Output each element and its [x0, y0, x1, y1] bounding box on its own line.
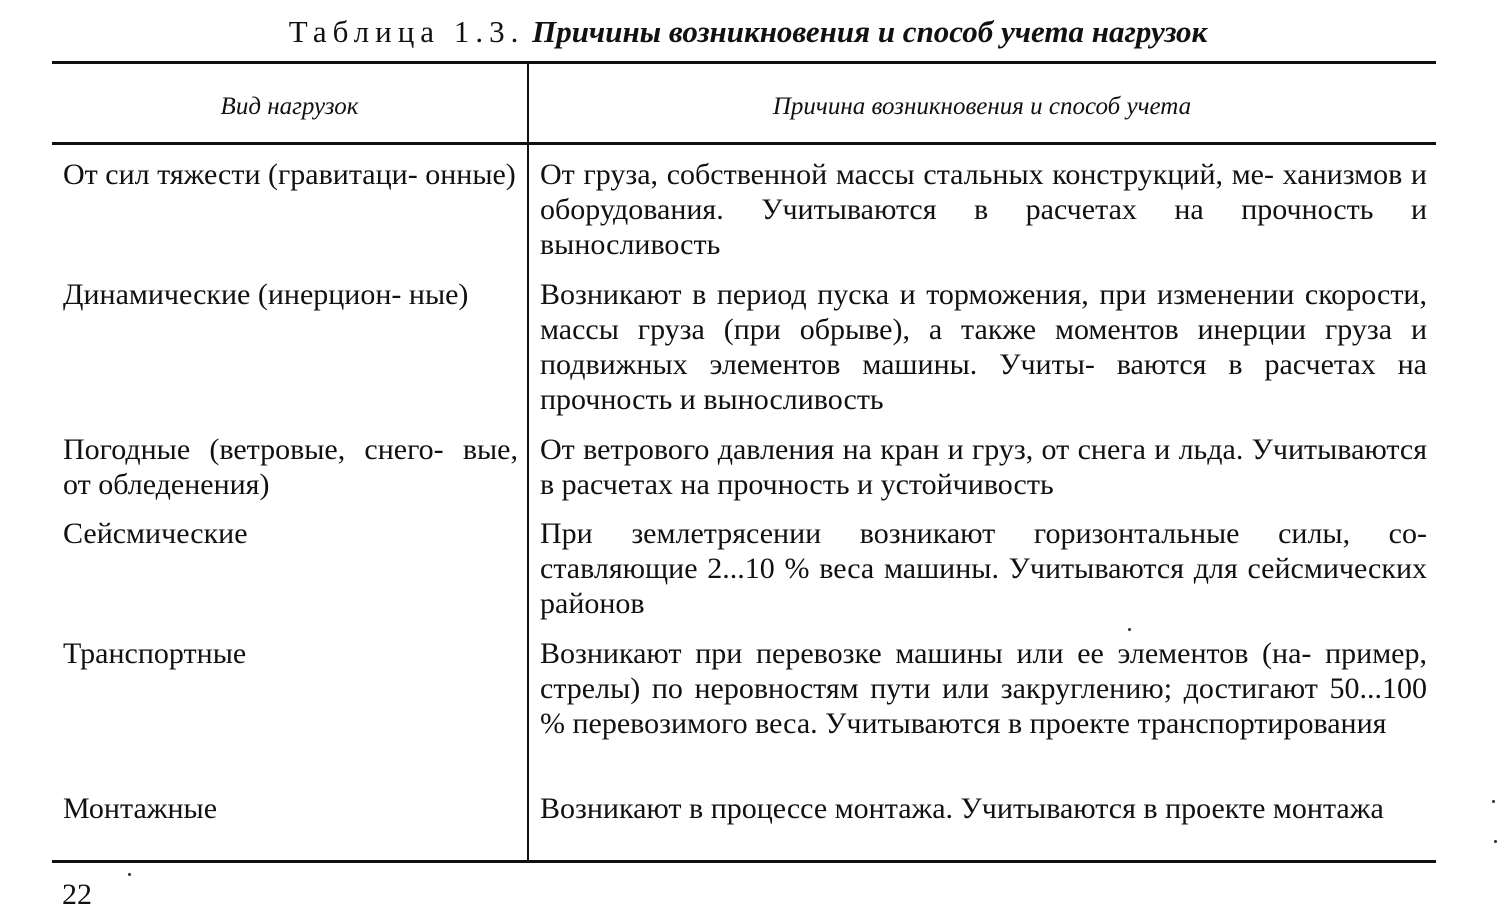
column-divider [527, 63, 529, 861]
row-weather-cause: От ветрового давления на кран и груз, от снега и льда. Учитываются в расчетах на прочность и устойчивость [540, 433, 1427, 501]
table-number: Таблица 1.3. [288, 14, 525, 49]
row-transport-cause: Возникают при перевозке машины или ее элементов (на- пример, стрелы) по неровностям пути или закруглению; достигают 50...100 % перевозимого веса. Учитываются в проекте транспортирования [540, 637, 1427, 740]
row-dynamic-type: Динамические (инерцион- ные) [63, 278, 469, 311]
scan-speck [1492, 800, 1495, 803]
header-load-type: Вид нагрузок [220, 93, 359, 120]
row-gravity-cause: От груза, собственной массы стальных конструкций, ме- ханизмов и оборудования. Учитываются в расчетах на прочность и выносливость [540, 158, 1427, 261]
table-caption [0, 12, 1496, 52]
page-number: 22 [62, 878, 92, 911]
row-gravity-type: От сил тяжести (гравитаци- онные) [63, 158, 516, 191]
table-bottom-rule [52, 860, 1436, 863]
scan-speck [1494, 840, 1497, 843]
row-assembly-cause: Возникают в процессе монтажа. Учитываются в проекте монтажа [540, 792, 1384, 825]
row-seismic-type: Сейсмические [63, 517, 248, 550]
table-title: Причины возникновения и способ учета нагрузок [532, 14, 1208, 49]
scan-speck [1128, 628, 1131, 631]
row-transport-type: Транспортные [63, 637, 247, 670]
row-dynamic-cause: Возникают в период пуска и торможения, при изменении скорости, массы груза (при обрыве), а также моментов инерции груза и подвижных элементов машины. Учиты- ваются в расчетах на прочность и выносливость [540, 278, 1427, 416]
row-weather-type: Погодные (ветровые, снего- вые, от обледенения) [63, 433, 518, 501]
header-bottom-rule [52, 142, 1436, 145]
table-top-rule [52, 61, 1436, 64]
row-assembly-type: Монтажные [63, 792, 218, 825]
header-cause-method: Причина возникновения и способ учета [772, 93, 1192, 120]
row-seismic-cause: При землетрясении возникают горизонтальные силы, со- ставляющие 2...10 % веса машины. Учитываются для сейсмических районов [540, 517, 1427, 620]
scan-speck [128, 873, 131, 876]
